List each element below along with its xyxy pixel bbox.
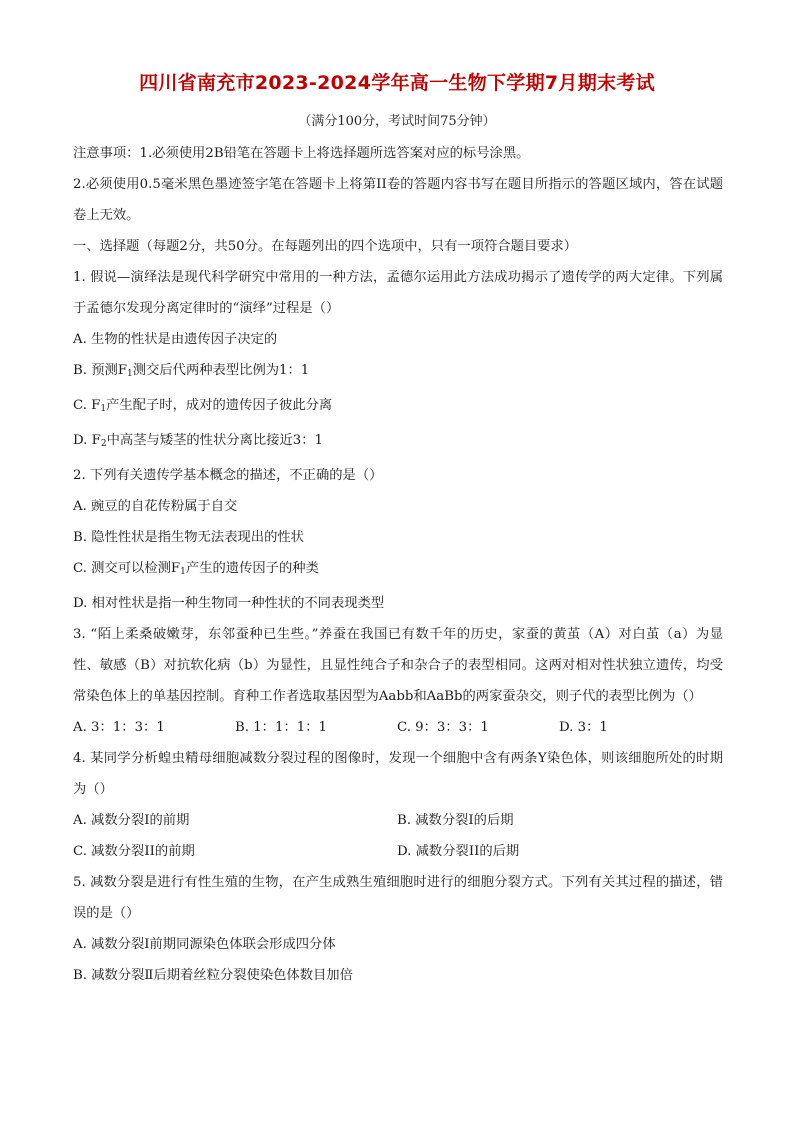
section-heading: 一、选择题（每题2分，共50分。在每题列出的四个选项中，只有一项符合题目要求）: [73, 239, 578, 254]
question-2: [73, 460, 723, 619]
option-text: B. 预测F: [73, 363, 128, 378]
option-a: A. 豌豆的自花传粉属于自交: [73, 499, 238, 514]
option-c: C. 9：3：3：1: [397, 720, 489, 735]
options-row: [73, 805, 723, 836]
option-a: A. 生物的性状是由遗传因子决定的: [73, 332, 278, 347]
option-text: 产生配子时，成对的遗传因子彼此分离: [106, 398, 333, 413]
subscript: 1: [180, 567, 186, 577]
question-stem: 3. “陌上柔桑破嫩芽，东邻蚕种已生些。”养蚕在我国已有数千年的历史，家蚕的黄茧（A）对白茧（a）为显性、敏感（B）对抗软化病（b）为显性，且显性纯合子和杂合子的表型相同。这两对相对性状独立遗传，均受常染色体上的单基因控制。育种工作者选取基因型为Aabb和AaBb的两家蚕杂交，则子代的表型比例为（）: [73, 627, 723, 704]
option-c: [73, 390, 723, 425]
notes-line-2: 2.必须使用0.5毫米黑色墨迹签字笔在答题卡上将第II卷的答题内容书写在题目所指示的答题区域内，答在试题卷上无效。: [73, 177, 723, 223]
question-4: [73, 743, 723, 867]
option-c: [73, 553, 723, 588]
option-a: A. 3：1：3：1: [73, 720, 165, 735]
exam-info: （满分100分，考试时间75分钟）: [298, 114, 496, 129]
subscript: 1: [127, 369, 133, 379]
option-b: B. 隐性性状是指生物无法表现出的性状: [73, 530, 304, 545]
question-stem: 1. 假说—演绎法是现代科学研究中常用的一种方法，孟德尔运用此方法成功揭示了遗传学的两大定律。下列属于孟德尔发现分离定律时的“演绎”过程是（）: [73, 270, 723, 316]
question-stem: 4. 某同学分析蝗虫精母细胞减数分裂过程的图像时，发现一个细胞中含有两条Y染色体，则该细胞所处的时期为（）: [73, 751, 723, 797]
options-row: [73, 712, 723, 743]
page-title: 四川省南充市2023-2024学年高一生物下学期7月期末考试: [139, 72, 655, 94]
question-1: [73, 262, 723, 460]
option-b: B. 减数分裂Ⅱ后期着丝粒分裂使染色体数目加倍: [73, 968, 353, 983]
subscript: 2: [100, 439, 107, 449]
option-text: 产生的遗传因子的种类: [185, 561, 319, 576]
option-c: C. 减数分裂II的前期: [73, 844, 195, 859]
option-a: A. 减数分裂Ⅰ的前期: [73, 813, 190, 828]
option-text: C. 测交可以检测F: [73, 561, 181, 576]
question-stem: 2. 下列有关遗传学基本概念的描述，不正确的是（）: [73, 468, 383, 483]
question-3: [73, 619, 723, 743]
question-5: [73, 867, 723, 991]
option-b: [73, 355, 723, 390]
subscript: 1: [100, 404, 107, 414]
option-b: B. 1：1：1：1: [235, 720, 327, 735]
option-text: C. F: [73, 398, 101, 413]
option-d: [73, 425, 723, 460]
option-text: 测交后代两种表型比例为1：1: [132, 363, 310, 378]
option-text: 中高茎与矮茎的性状分离比接近3：1: [106, 433, 323, 448]
notes-line-1: 注意事项：1.必须使用2B铅笔在答题卡上将选择题所选答案对应的标号涂黑。: [73, 146, 530, 161]
option-b: B. 减数分裂Ⅰ的后期: [397, 813, 514, 828]
option-text: D. F: [73, 433, 101, 448]
option-d: D. 减数分裂II的后期: [397, 844, 520, 859]
option-d: D. 相对性状是指一种生物同一种性状的不同表现类型: [73, 596, 385, 611]
option-a: A. 减数分裂Ⅰ前期同源染色体联会形成四分体: [73, 937, 336, 952]
options-row: [73, 836, 723, 867]
exam-content: [73, 138, 723, 991]
option-d: D. 3：1: [559, 720, 608, 735]
question-stem: 5. 减数分裂是进行有性生殖的生物，在产生成熟生殖细胞时进行的细胞分裂方式。下列有关其过程的描述，错误的是（）: [73, 875, 723, 921]
